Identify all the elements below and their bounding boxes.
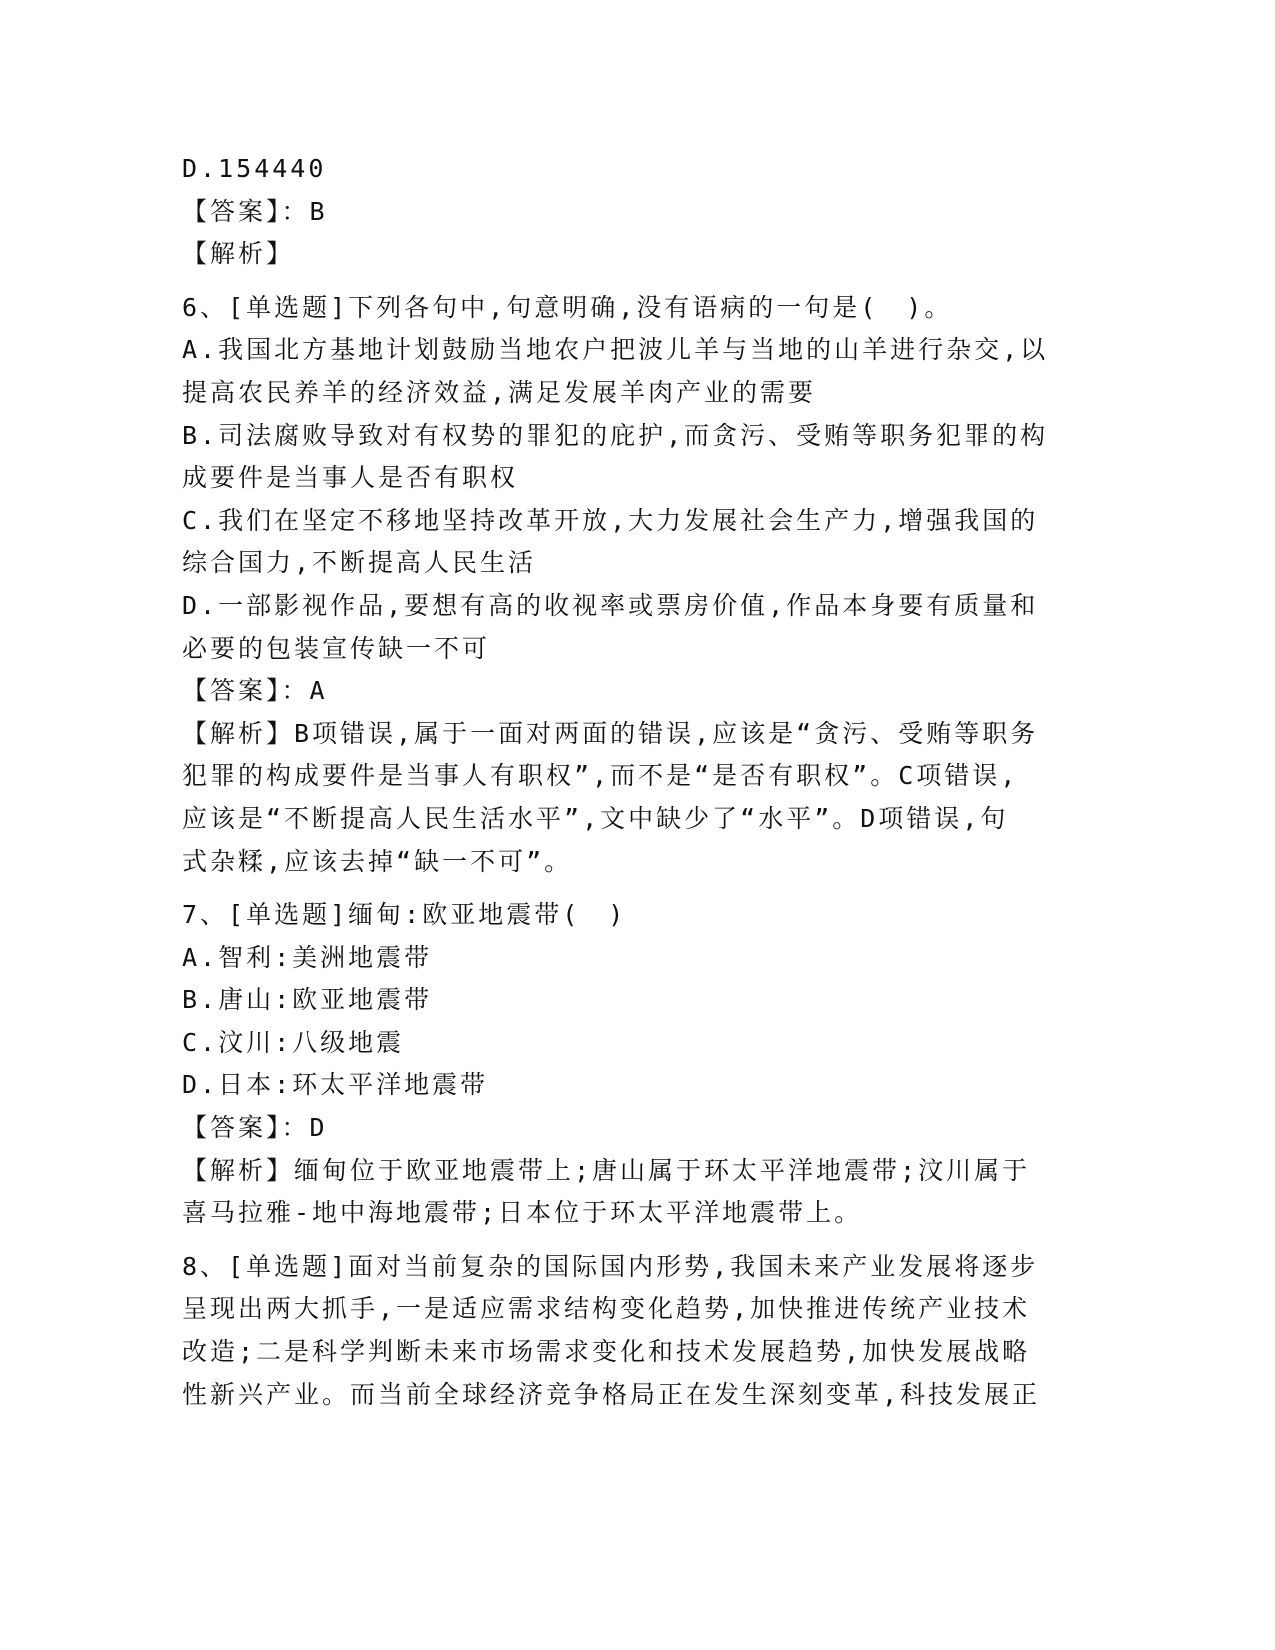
q6-analysis-line1: 【解析】B项错误,属于一面对两面的错误,应该是“贪污、受贿等职务 — [182, 718, 1039, 748]
q7-option-b: B.唐山:欧亚地震带 — [182, 985, 433, 1015]
q6-option-d-line1: D.一部影视作品,要想有高的收视率或票房价值,作品本身要有质量和 — [182, 590, 1039, 620]
q8-stem-line4: 性新兴产业。而当前全球经济竞争格局正在发生深刻变革,科技发展正 — [182, 1379, 1041, 1409]
q5-answer: 【答案】：B — [182, 196, 328, 226]
q6-option-d-line2: 必要的包装宣传缺一不可 — [182, 633, 491, 663]
q8-stem-line1: 8、[单选题]面对当前复杂的国际国内形势,我国未来产业发展将逐步 — [182, 1251, 1039, 1281]
q6-option-b-line1: B.司法腐败导致对有权势的罪犯的庇护,而贪污、受贿等职务犯罪的构 — [182, 420, 1049, 450]
q7-option-a: A.智利:美洲地震带 — [182, 942, 433, 972]
q6-option-c-line1: C.我们在坚定不移地坚持改革开放,大力发展社会生产力,增强我国的 — [182, 505, 1039, 535]
q8-stem-line3: 改造;二是科学判断未来市场需求变化和技术发展趋势,加快发展战略 — [182, 1337, 1031, 1367]
q7-answer: 【答案】：D — [182, 1113, 328, 1143]
q6-option-a-line1: A.我国北方基地计划鼓励当地农户把波儿羊与当地的山羊进行杂交,以 — [182, 335, 1049, 365]
q6-analysis-line3: 应该是“不断提高人民生活水平”,文中缺少了“水平”。D项错误,句 — [182, 803, 1009, 833]
q6-stem: 6、[单选题]下列各句中,句意明确,没有语病的一句是( )。 — [182, 292, 953, 322]
q7-option-d: D.日本:环太平洋地震带 — [182, 1070, 489, 1100]
q6-option-c-line2: 综合国力,不断提高人民生活 — [182, 548, 537, 578]
spacer — [182, 883, 1082, 894]
q7-analysis-line1: 【解析】缅甸位于欧亚地震带上;唐山属于环太平洋地震带;汶川属于 — [182, 1155, 1031, 1185]
q8-stem-line2: 呈现出两大抓手,一是适应需求结构变化趋势,加快推进传统产业技术 — [182, 1294, 1031, 1324]
q6-option-a-line2: 提高农民养羊的经济效益,满足发展羊肉产业的需要 — [182, 377, 817, 407]
spacer — [182, 1235, 1082, 1246]
q6-analysis-line2: 犯罪的构成要件是当事人有职权”,而不是“是否有职权”。C项错误, — [182, 761, 1019, 791]
spacer — [182, 276, 1082, 287]
q6-option-b-line2: 成要件是当事人是否有职权 — [182, 463, 519, 493]
q6-answer: 【答案】：A — [182, 676, 328, 706]
q7-stem: 7、[单选题]缅甸:欧亚地震带( ) — [182, 900, 627, 930]
q6-analysis-line4: 式杂糅,应该去掉“缺一不可”。 — [182, 846, 573, 876]
document-page — [182, 148, 1082, 1416]
q5-analysis: 【解析】 — [182, 239, 295, 269]
q7-option-c: C.汶川:八级地震 — [182, 1027, 405, 1057]
q7-analysis-line2: 喜马拉雅-地中海地震带;日本位于环太平洋地震带上。 — [182, 1198, 863, 1228]
q5-option-d: D.154440 — [182, 154, 327, 183]
